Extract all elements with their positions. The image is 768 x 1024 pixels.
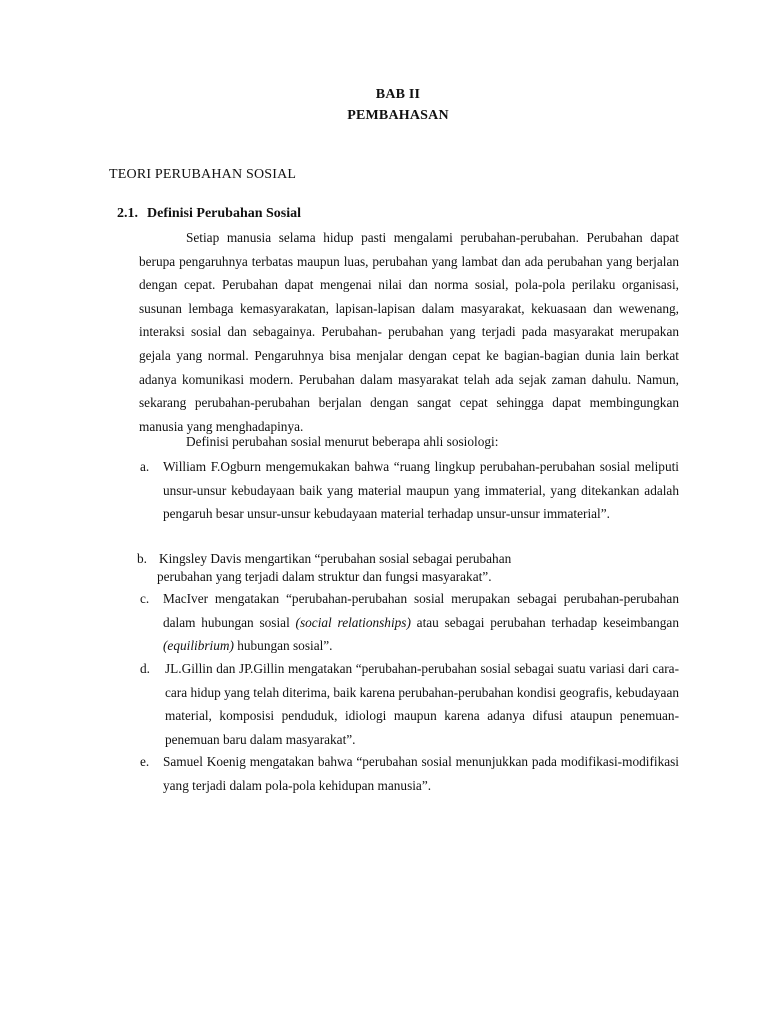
list-item-text: William F.Ogburn mengemukakan bahwa “ruang lingkup perubahan-perubahan sosial meliputi unsur-unsur kebudayaan baik yang material maupun yang immaterial, yang ditekankan adalah pengaruh besar unsur-unsur kebudayaan material terhadap unsur-unsur immaterial”.	[163, 459, 679, 522]
text-run: MacIver mengatakan “perubahan-perubahan sosial merupakan sebagai perubahan-perubahan dalam hubungan sosial	[163, 591, 679, 630]
paragraph-intro: Setiap manusia selama hidup pasti mengalami perubahan-perubahan. Perubahan dapat berupa pengaruhnya terbatas maupun luas, perubahan yang lambat dan ada perubahan yang berjalan dengan cepat. Perubahan dapat mengenai nilai dan norma sosial, pola-pola perilaku organisasi, susunan lembaga kemasyarakatan, lapisan-lapisan dalam masyarakat, kekuasaan dan wewenang, interaksi sosial dan sebagainya. Perubahan- perubahan yang terjadi pada masyarakat merupakan gejala yang normal. Pengaruhnya bisa menjalar dengan cepat ke bagian-bagian dunia lain berkat adanya komunikasi modern. Perubahan dalam masyarakat telah ada sejak zaman dahulu. Namun, sekarang perubahan-perubahan berjalan dengan sangat cepat sehingga dapat membingungkan manusia yang menghadapinya.	[139, 230, 679, 434]
list-item-text: JL.Gillin dan JP.Gillin mengatakan “perubahan-perubahan sosial sebagai suatu variasi dari cara-cara hidup yang telah diterima, baik karena perubahan-perubahan kondisi geografis, kebudayaan material, komposisi penduduk, idiologi maupun karena adanya difusi ataupun penemuan-penemuan baru dalam masyarakat”.	[165, 661, 679, 747]
text-run: hubungan sosial”.	[233, 638, 333, 654]
subsection-heading	[117, 206, 301, 222]
list-marker: b.	[137, 551, 147, 566]
paragraph-definitions-lead: Definisi perubahan sosial menurut beberapa ahli sosiologi:	[186, 434, 499, 449]
list-marker: d.	[140, 661, 150, 676]
chapter-label: BAB II	[375, 87, 421, 102]
list-item-text: Samuel Koenig mengatakan bahwa “perubahan sosial menunjukkan pada modifikasi-modifikasi yang terjadi dalam pola-pola kehidupan manusia”.	[163, 754, 679, 793]
list-item-text	[163, 587, 679, 658]
list-item-line: Kingsley Davis mengartikan “perubahan sosial sebagai perubahan	[159, 551, 512, 566]
list-marker: e.	[140, 754, 150, 769]
section-heading: TEORI PERUBAHAN SOSIAL	[109, 167, 297, 182]
list-item-line: perubahan yang terjadi dalam struktur dan fungsi masyarakat”.	[157, 569, 492, 584]
list-marker: c.	[140, 591, 150, 606]
text-run: atau sebagai perubahan terhadap keseimbangan	[410, 614, 679, 630]
chapter-title: PEMBAHASAN	[347, 108, 449, 123]
italic-term: (social relationships)	[295, 614, 411, 630]
italic-term: (equilibrium)	[163, 638, 234, 654]
subsection-title: Definisi Perubahan Sosial	[147, 206, 302, 221]
list-marker: a.	[140, 459, 150, 474]
subsection-number: 2.1.	[117, 206, 138, 221]
list-item-text	[159, 550, 679, 586]
